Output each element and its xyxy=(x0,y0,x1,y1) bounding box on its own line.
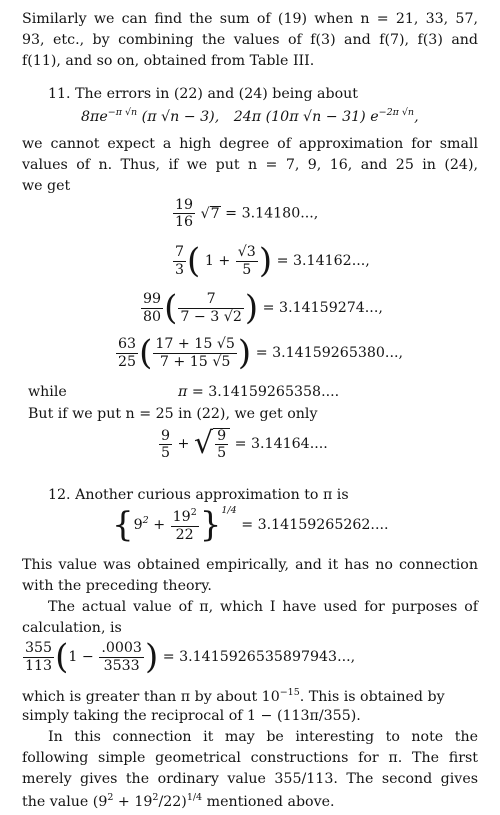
fraction: $\frac{7}{3}$ xyxy=(175,244,185,278)
paragraph-line: calculation, is xyxy=(22,620,122,636)
paragraph-line: The actual value of π, which I have used for purposes of xyxy=(48,599,478,615)
square-root: √ $\frac{9}{5}$ xyxy=(194,428,230,460)
section-11-heading: 11. The errors in (22) and (24) being about xyxy=(48,86,358,102)
fraction: $\frac{9}{5}$ xyxy=(161,427,171,461)
eq-exponent: −π √n xyxy=(107,107,138,118)
eq-text: π xyxy=(178,384,188,400)
text: . This is obtained by xyxy=(299,689,445,705)
paragraph-line: f(11), and so on, obtained from Table III. xyxy=(22,53,315,69)
text: mentioned above. xyxy=(202,794,335,810)
paragraph-line: merely gives the ordinary value 355/113. The second gives xyxy=(22,771,478,787)
eq-text: + xyxy=(177,436,190,453)
errors-expression xyxy=(81,108,419,124)
eq-text: 24π (10π √n − 31) e xyxy=(233,109,379,125)
paragraph-line: with the preceding theory. xyxy=(22,578,212,594)
text: the value (9 xyxy=(22,794,108,810)
equation-7: {$9^2$ + $\frac{19^2}{22}$ }$^{1/4}$ = 3.14159265262.... xyxy=(112,505,389,545)
paragraph-line: values of n. Thus, if we put n = 7, 9, 16, and 25 in (24), xyxy=(22,157,478,173)
equation-8: $\frac{355}{113}$ (1 − $\frac{.0003}{3533}$ ) = 3.1415926535897943..., xyxy=(25,637,356,677)
paragraph-line xyxy=(22,688,445,704)
fraction: $\frac{63}{25}$ xyxy=(118,336,137,370)
eq-text: , xyxy=(414,109,419,125)
eq-result: = 3.14159265358.... xyxy=(191,384,340,400)
equation-1 xyxy=(172,198,318,229)
eq-exponent: −2π √n xyxy=(378,107,415,118)
eq-result: = 3.14159265380..., xyxy=(255,345,403,361)
square-root: √7 xyxy=(200,206,220,223)
exponent: 2 xyxy=(152,792,159,803)
eq-result: = 3.14180..., xyxy=(225,205,319,222)
fraction: $\frac{7}{7 - 3 √2}$ xyxy=(180,291,242,325)
paragraph-line: we get xyxy=(22,178,71,194)
eq-text: 8πe xyxy=(81,109,108,125)
fraction: $\frac{.0003}{3533}$ xyxy=(101,640,142,674)
eq-text: 1 − xyxy=(68,649,94,665)
paragraph-line: In this connection it may be interesting to note the xyxy=(48,729,478,745)
section-12-heading: 12. Another curious approximation to π is xyxy=(48,487,349,503)
exponent: 1/4 xyxy=(186,792,203,803)
eq-text: 1 + xyxy=(204,253,231,269)
paragraph-line: following simple geometrical constructions for π. The first xyxy=(22,750,478,766)
paragraph-line: 93, etc., by combining the values of f(3) and f(7), f(3) and xyxy=(22,32,478,48)
eq-text: + xyxy=(153,517,166,533)
eq-result: = 3.14162..., xyxy=(276,253,370,269)
equation-3: $\frac{99}{80}$ ( $\frac{7}{7 - 3 √2}$ ) = 3.14159274..., xyxy=(143,288,383,328)
eq-result: = 3.14159265262.... xyxy=(241,517,389,533)
equation-5 xyxy=(178,385,339,399)
exponent: 2 xyxy=(107,792,114,803)
text: + 19 xyxy=(113,794,153,810)
paragraph-line: This value was obtained empirically, and it has no connection xyxy=(22,557,478,573)
exponent: −15 xyxy=(279,687,300,698)
paragraph-line: But if we put n = 25 in (22), we get only xyxy=(28,406,318,422)
eq-result: = 3.1415926535897943..., xyxy=(162,649,356,665)
equation-4: $\frac{63}{25}$ ( $\frac{17 + 15 √5}{7 + 15 √5}$ ) = 3.14159265380..., xyxy=(118,333,403,373)
fraction: $\frac{19^2}{22}$ xyxy=(172,507,197,543)
paragraph-line xyxy=(22,793,335,809)
fraction: $\frac{19}{16}$ xyxy=(175,197,194,231)
paragraph-line: Similarly we can find the sum of (19) when n = 21, 33, 57, xyxy=(22,11,478,27)
paragraph-line: while xyxy=(28,384,67,400)
equation-6 xyxy=(158,428,328,460)
text: which is greater than π by about 10 xyxy=(22,689,280,705)
text: /22) xyxy=(158,794,187,810)
fraction: $\frac{√3}{5}$ xyxy=(237,244,256,278)
paragraph-line: simply taking the reciprocal of 1 − (113π/355). xyxy=(22,708,361,724)
fraction: $\frac{17 + 15 √5}{7 + 15 √5}$ xyxy=(155,336,235,370)
equation-2: $\frac{7}{3}$ ( 1 + $\frac{√3}{5}$ ) = 3.14162..., xyxy=(175,241,370,281)
eq-result: = 3.14159274..., xyxy=(262,300,383,316)
fraction: $\frac{99}{80}$ xyxy=(143,291,162,325)
fraction: $\frac{355}{113}$ xyxy=(25,640,53,674)
eq-text: (π √n − 3), xyxy=(141,109,220,125)
paragraph-line: we cannot expect a high degree of approximation for small xyxy=(22,136,478,152)
eq-result: = 3.14164.... xyxy=(234,436,328,453)
